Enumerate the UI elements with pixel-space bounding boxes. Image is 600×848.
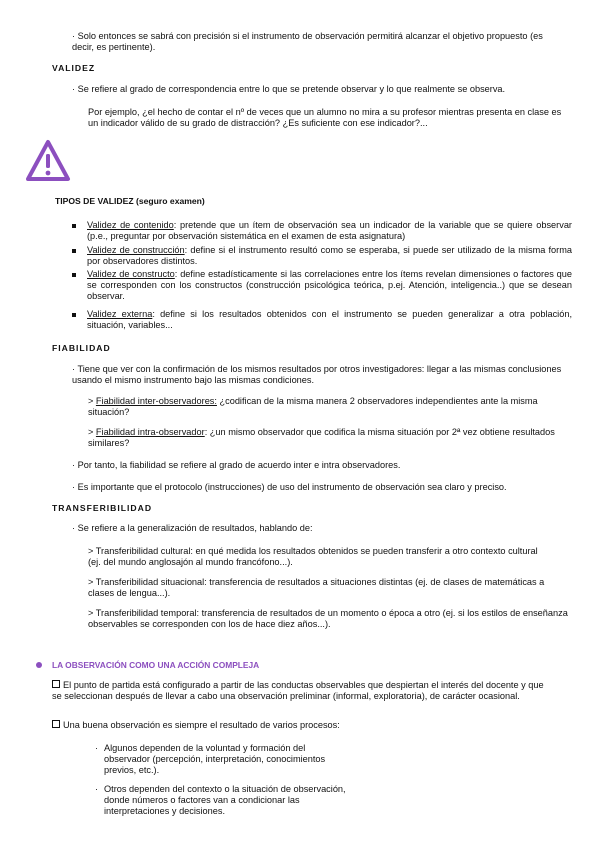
transferibilidad-definition: · Se refiere a la generalización de resultados, hablando de:: [72, 523, 313, 533]
list-item: [75, 245, 572, 267]
validez-definition: · Se refiere al grado de correspondencia entre lo que se pretende observar y lo que realmente se observa.: [72, 84, 506, 94]
fiabilidad-protocolo: · Es importante que el protocolo (instrucciones) de uso del instrumento de observación sea claro y preciso.: [72, 482, 507, 492]
transferibilidad-cultural: > Transferibilidad cultural: en qué medida los resultados obtenidos se pueden transferir a otro contexto cultural (ej. del mundo anglosajón al mundo francófono...).: [88, 546, 538, 567]
term-validez-constructo: Validez de constructo: [87, 269, 175, 279]
term-fiabilidad-intra: Fiabilidad intra-observador: [95, 427, 205, 437]
item-text: : pretende que un ítem de observación sea un indicador de la variable que se quiere observar (p.e., preguntar por observación sistemática en el examen de esta asignatura): [87, 220, 572, 241]
compleja-heading-text: LA OBSERVACIÓN COMO UNA ACCIÓN COMPLEJA: [52, 660, 260, 670]
transferibilidad-heading: TRANSFERIBILIDAD: [52, 503, 153, 513]
compleja-sub1: · Algunos dependen de la voluntad y formación del observador (percepción, interpretación, conocimientos previos, etc.).: [95, 743, 326, 775]
list-item: [75, 220, 572, 242]
compleja-sub2: · Otros dependen del contexto o la situación de observación, donde números o factores van a condicionar las interpretaciones y decisiones.: [95, 784, 346, 816]
fiabilidad-intra: > Fiabilidad intra-observador: ¿un mismo observador que codifica la misma situación por 2ª vez obtiene resultados similares?: [88, 427, 555, 448]
term-validez-construccion: Validez de construcción: [87, 245, 185, 255]
item-text: : ¿un mismo observador que codifica la misma situación por 2ª vez obtiene resultados similares?: [88, 427, 555, 448]
transferibilidad-temporal: > Transferibilidad temporal: transferencia de resultados de un momento o época a otro (ej. si los estilos de enseñanza observables se corresponden con los de hace diez años...).: [88, 608, 568, 629]
transferibilidad-situacional: > Transferibilidad situacional: transferencia de resultados a situaciones distintas (ej. de clases de matemáticas a clases de lengua...).: [88, 577, 545, 598]
bullet-dot-icon: [36, 662, 42, 668]
tipos-heading: TIPOS DE VALIDEZ (seguro examen): [55, 196, 205, 206]
term-validez-contenido: Validez de contenido: [87, 220, 174, 230]
term-fiabilidad-inter: Fiabilidad inter-observadores:: [95, 396, 217, 406]
warning-triangle-icon: [25, 138, 71, 184]
item-text: : define si los resultados obtenidos con el instrumento se pueden generalizar a otra población, situación, variables...: [87, 309, 572, 330]
term-validez-externa: Validez externa: [87, 309, 153, 319]
fiabilidad-inter: > Fiabilidad inter-observadores: ¿codifican de la misma manera 2 observadores independientes ante la misma situación?: [88, 396, 538, 417]
item-text: : define estadísticamente si las correlaciones entre los ítems revelan dimensiones o factores que se corresponden con los constructos (construcción psicológica teórica, p.ej. Atención, inteligencia..) que se desean observar.: [87, 269, 572, 301]
item-text: : define si el instrumento resultó como se esperaba, si puede ser utilizado de la misma forma por observadores distintos.: [87, 245, 572, 266]
compleja-heading: [36, 660, 259, 671]
intro-paragraph: · Solo entonces se sabrá con precisión si el instrumento de observación permitirá alcanzar el objetivo propuesto (es decir, es pertinente).: [72, 31, 543, 52]
fiabilidad-heading: FIABILIDAD: [52, 343, 111, 353]
checkbox-square-icon: [52, 720, 60, 728]
item-text: ¿codifican de la misma manera 2 observadores independientes ante la misma situación?: [88, 396, 538, 417]
fiabilidad-grado: · Por tanto, la fiabilidad se refiere al grado de acuerdo inter e intra observadores.: [72, 460, 401, 470]
list-item: [75, 269, 572, 302]
compleja-p1: El punto de partida está configurado a partir de las conductas observables que despiertan el interés del docente y que se seleccionan después de llevar a cabo una observación preliminar (informal, exploratoria), de carácter ocasional.: [52, 680, 544, 701]
compleja-p2: Una buena observación es siempre el resultado de varios procesos:: [52, 720, 552, 731]
validez-heading: VALIDEZ: [52, 63, 96, 73]
checkbox-square-icon: [52, 680, 60, 688]
fiabilidad-definition: · Tiene que ver con la confirmación de los mismos resultados por otros investigadores: llegar a las mismas conclusiones usando el mismo instrumento bajo las mismas condiciones.: [72, 364, 562, 385]
validez-example: Por ejemplo, ¿el hecho de contar el nº de veces que un alumno no mira a su profesor mientras presenta en clase es un indicador válido de su grado de distracción? ¿Es suficiente con ese indicador?...: [88, 107, 562, 128]
list-item: [75, 309, 572, 331]
